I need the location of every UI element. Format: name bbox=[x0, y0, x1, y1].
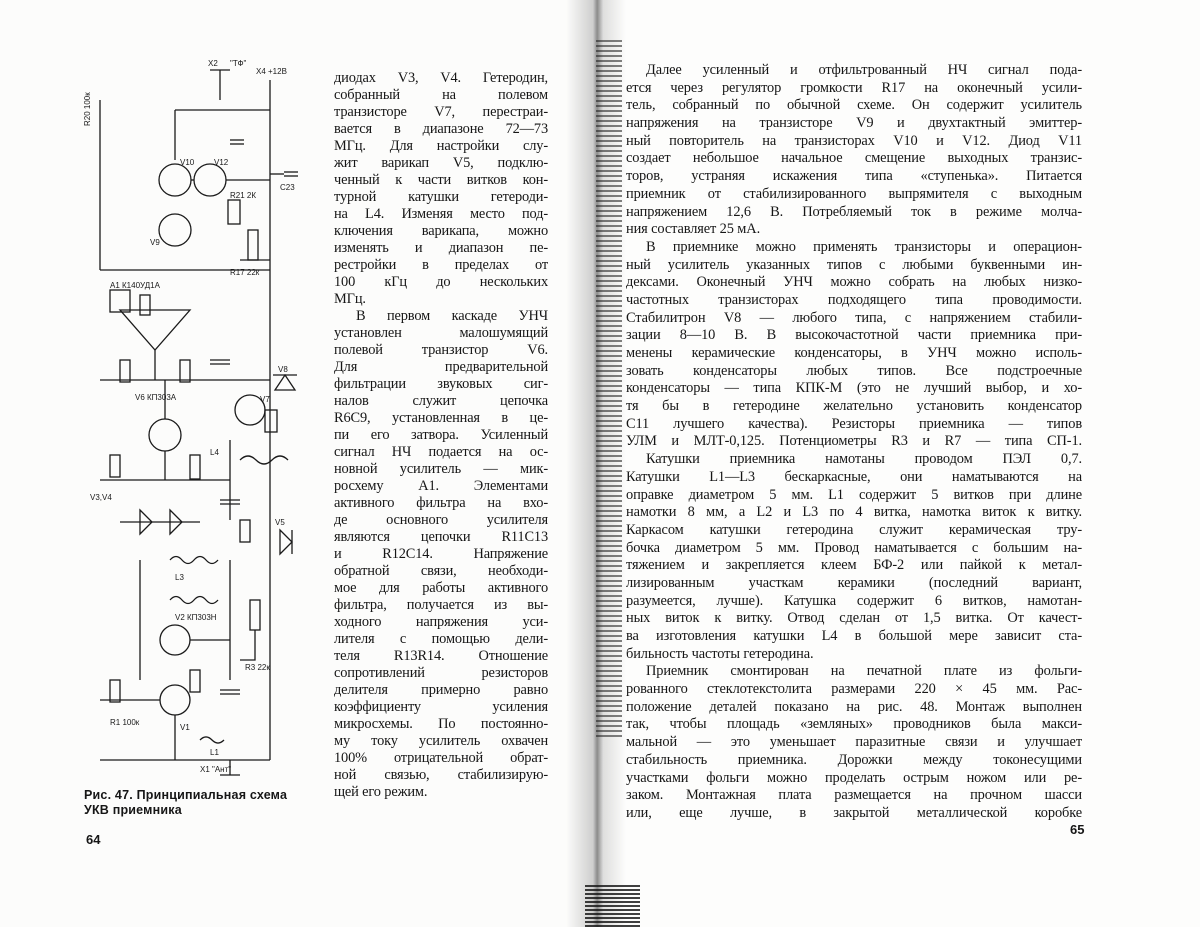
text-line: фильтрации звуковых сиг- bbox=[334, 376, 548, 392]
svg-text:V2 КП303Н: V2 КП303Н bbox=[175, 613, 217, 622]
left-page bbox=[0, 0, 596, 927]
text-line: намотки 8 мм, а L2 и L3 по 4 витка, намотка виток к витку. bbox=[626, 504, 1082, 521]
text-line: В приемнике можно применять транзисторы и операцион- bbox=[646, 238, 1082, 255]
svg-text:V9: V9 bbox=[150, 238, 160, 247]
text-line: диодах V3, V4. Гетеродин, bbox=[334, 70, 548, 86]
text-line: зации 8—10 В. В высокочастотной части приемника при- bbox=[626, 327, 1082, 344]
text-line: ной связью, стабилизирую- bbox=[334, 767, 548, 783]
text-line: ключения варикапа, можно bbox=[334, 223, 548, 239]
text-line: ва изготовления катушки L4 в большой мере зависит ста- bbox=[626, 628, 1082, 644]
figure-caption-line: Рис. 47. Принципиальная схема bbox=[84, 788, 288, 802]
text-line: 100% отрицательной обрат- bbox=[334, 750, 548, 766]
svg-text:V6 КП303А: V6 КП303А bbox=[135, 393, 177, 402]
text-line: полевой транзистор V6. bbox=[334, 342, 548, 358]
text-line: Катушки L1—L3 бескаркасные, они наматываются на bbox=[626, 468, 1082, 485]
text-line: конденсаторы — типа КПК-М (это не лучший выбор, и хо- bbox=[626, 380, 1082, 397]
text-line: обратной связи, необходи- bbox=[334, 563, 548, 579]
text-line: Стабилитрон V8 — любого типа, с напряжением стабили- bbox=[626, 309, 1082, 326]
text-line: C11 лучшего качества). Резисторы приемника — типов bbox=[626, 415, 1082, 432]
scan-smudge-artifact bbox=[585, 885, 640, 927]
text-line: транзисторе V7, перестраи- bbox=[334, 104, 548, 120]
svg-text:V1: V1 bbox=[180, 723, 190, 732]
text-line: фильтра, получается из вы- bbox=[334, 597, 548, 613]
text-line: являются цепочки R11C13 bbox=[334, 529, 548, 545]
left-text-column bbox=[334, 70, 548, 801]
text-line: делителя примерно равно bbox=[334, 682, 548, 698]
page-number-left: 64 bbox=[86, 832, 101, 847]
text-line: ный усилитель указанных типов с любыми буквенными ин- bbox=[626, 256, 1082, 273]
text-line: Далее усиленный и отфильтрованный НЧ сигнал пода- bbox=[646, 62, 1082, 78]
text-line: лителя с помощью дели- bbox=[334, 631, 548, 647]
text-line: МГц. Для настройки слу- bbox=[334, 138, 548, 154]
svg-text:C23: C23 bbox=[280, 183, 295, 192]
figure-caption-line: УКВ приемника bbox=[84, 803, 182, 817]
text-line: положение деталей показано на рис. 48. Монтаж выполнен bbox=[626, 698, 1082, 715]
text-line: тя бы в гетеродине желательно установить конденсатор bbox=[626, 398, 1082, 415]
text-line: сопротивлений резисторов bbox=[334, 665, 548, 681]
text-line: так, чтобы площадь «земляных» проводников была макси- bbox=[626, 716, 1082, 733]
svg-text:V7: V7 bbox=[260, 395, 270, 404]
svg-text:V5: V5 bbox=[275, 518, 285, 527]
svg-text:V3,V4: V3,V4 bbox=[90, 493, 112, 502]
text-line: рованного стеклотекстолита размерами 220 × 45 мм. Рас- bbox=[626, 681, 1082, 698]
right-text-column bbox=[626, 62, 1082, 823]
text-line: Для предварительной bbox=[334, 359, 548, 375]
text-line: активного фильтра на вхо- bbox=[334, 495, 548, 511]
text-line: на L4. Изменяя место под- bbox=[334, 206, 548, 222]
text-line: сигнал НЧ подается на ос- bbox=[334, 444, 548, 460]
text-line: ный повторитель на транзисторах V10 и V12. Диод V11 bbox=[626, 132, 1082, 149]
text-line: В первом каскаде УНЧ bbox=[356, 308, 548, 324]
text-line: разумеется, лучше). Катушка содержит 6 витков, намотан- bbox=[626, 592, 1082, 609]
svg-text:L4: L4 bbox=[210, 448, 219, 457]
svg-text:V8: V8 bbox=[278, 365, 288, 374]
svg-text:R17 22к: R17 22к bbox=[230, 268, 260, 277]
text-line: Каркасом катушки гетеродина служит керамическая тру- bbox=[626, 521, 1082, 538]
svg-text:L3: L3 bbox=[175, 573, 184, 582]
svg-text:А1 К140УД1А: А1 К140УД1А bbox=[110, 281, 160, 290]
svg-text:V10: V10 bbox=[180, 158, 195, 167]
receiver-schematic-diagram bbox=[80, 60, 330, 780]
text-line: Приемник смонтирован на печатной плате из фольги- bbox=[646, 663, 1082, 680]
text-line: оправке диаметром 5 мм. L1 содержит 5 витков при длине bbox=[626, 486, 1082, 503]
right-page bbox=[596, 0, 1200, 927]
text-line: ния составляет 25 мА. bbox=[626, 221, 761, 238]
text-line: напряжением 12,6 В. Потребляемый ток в режиме молча- bbox=[626, 203, 1082, 220]
text-line: дексами. Оконечный УНЧ можно собрать на любых низко- bbox=[626, 274, 1082, 291]
svg-text:V12: V12 bbox=[214, 158, 229, 167]
text-line: тяжением и закрепляется клеем БФ-2 или пайкой к метал- bbox=[626, 557, 1082, 574]
text-line: бочка диаметром 5 мм. Провод наматывается с большим на- bbox=[626, 539, 1082, 556]
text-line: частотных транзисторах подходящего типа проводимости. bbox=[626, 291, 1082, 308]
text-line: изменять и диапазон пе- bbox=[334, 240, 548, 256]
text-line: рестройки в пределах от bbox=[334, 257, 548, 273]
svg-text:L1: L1 bbox=[210, 748, 219, 757]
figure-caption bbox=[84, 788, 316, 818]
text-line: МГц. bbox=[334, 291, 366, 307]
text-line: приемник от стабилизированного выпрямителя с выходным bbox=[626, 185, 1082, 202]
text-line: R6C9, установленная в це- bbox=[334, 410, 548, 426]
text-line: теля R13R14. Отношение bbox=[334, 648, 548, 664]
text-line: щей его режим. bbox=[334, 784, 428, 800]
text-line: создает небольшое начальное смещение выходных транзис- bbox=[626, 150, 1082, 167]
svg-text:R21 2К: R21 2К bbox=[230, 191, 257, 200]
text-line: УЛМ и МЛТ-0,125. Потенциометры R3 и R7 — типа СП-1. bbox=[626, 433, 1082, 450]
text-line: жит варикап V5, подклю- bbox=[334, 155, 548, 171]
text-line: налов служит цепочка bbox=[334, 393, 548, 409]
svg-text:X2: X2 bbox=[208, 60, 218, 68]
text-line: торов, устраняя искажения типа «ступенька». Питается bbox=[626, 168, 1082, 185]
text-line: собранный на полевом bbox=[334, 87, 548, 103]
text-line: новной усилитель — мик- bbox=[334, 461, 548, 477]
svg-text:X4 +12В: X4 +12В bbox=[256, 67, 287, 76]
text-line: вается в диапазоне 72—73 bbox=[334, 121, 548, 137]
text-line: и R12C14. Напряжение bbox=[334, 546, 548, 562]
text-line: ходного напряжения уси- bbox=[334, 614, 548, 630]
text-line: росхему A1. Элементами bbox=[334, 478, 548, 494]
text-line: бильность частоты гетеродина. bbox=[626, 645, 814, 662]
page-number-right: 65 bbox=[1070, 822, 1085, 837]
text-line: му току усилитель охвачен bbox=[334, 733, 548, 749]
text-line: Катушки приемника намотаны проводом ПЭЛ 0,7. bbox=[646, 451, 1082, 468]
text-line: мальной — это уменьшает паразитные связи и улучшает bbox=[626, 734, 1082, 751]
text-line: или, еще лучше, в закрытой металлической коробке bbox=[626, 804, 1082, 821]
text-line: мое для работы активного bbox=[334, 580, 548, 596]
svg-text:R20 100к: R20 100к bbox=[83, 92, 92, 126]
scan-edge-artifact bbox=[596, 40, 622, 740]
text-line: напряжения на транзисторе V9 и двухтактный эмиттер- bbox=[626, 115, 1082, 132]
text-line: турной катушки гетероди- bbox=[334, 189, 548, 205]
text-line: заком. Монтажная плата размещается на прочном шасси bbox=[626, 787, 1082, 804]
text-line: ченный к части витков кон- bbox=[334, 172, 548, 188]
svg-text:R1 100к: R1 100к bbox=[110, 718, 140, 727]
text-line: микросхемы. По постоянно- bbox=[334, 716, 548, 732]
text-line: лизированным участкам керамики (последний вариант, bbox=[626, 574, 1082, 591]
text-line: ных виток к витку. Отвод сделан от 1,5 витка. От качест- bbox=[626, 610, 1082, 627]
text-line: ется через регулятор громкости R17 на оконечный усили- bbox=[626, 79, 1082, 96]
text-line: тель, собранный по обычной схеме. Он содержит усилитель bbox=[626, 97, 1082, 114]
text-line: де основного усилителя bbox=[334, 512, 548, 528]
text-line: пи его затвора. Усиленный bbox=[334, 427, 548, 443]
svg-text:"ТФ": "ТФ" bbox=[230, 60, 247, 68]
text-line: зовать конденсаторы любых типов. Все подстроечные bbox=[626, 362, 1082, 379]
svg-text:X1 "Ант": X1 "Ант" bbox=[200, 765, 232, 774]
svg-text:R3 22к: R3 22к bbox=[245, 663, 270, 672]
text-line: установлен малошумящий bbox=[334, 325, 548, 341]
text-line: стабильность приемника. Дорожки между токонесущими bbox=[626, 751, 1082, 768]
text-line: участками фольги можно проделать острым ножом или ре- bbox=[626, 769, 1082, 786]
text-line: менены керамические конденсаторы, в УНЧ можно исполь- bbox=[626, 345, 1082, 361]
text-line: 100 кГц до нескольких bbox=[334, 274, 548, 290]
text-line: коэффициенту усиления bbox=[334, 699, 548, 715]
